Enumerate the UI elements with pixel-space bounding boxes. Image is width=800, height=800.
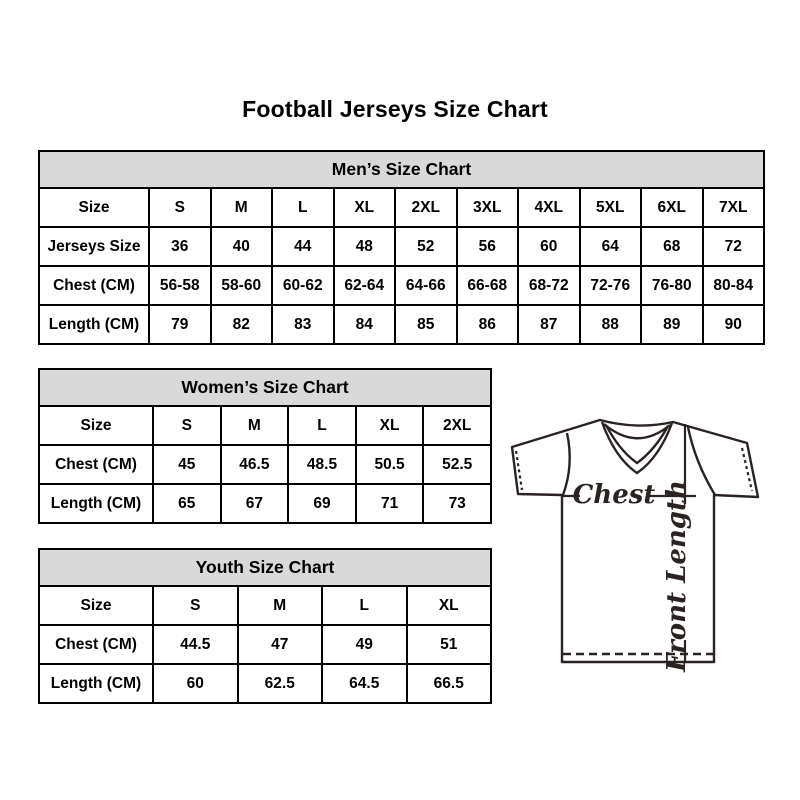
front-length-label: Front Length <box>662 480 692 672</box>
youth-size-chart-table <box>38 548 492 704</box>
table-header-row <box>39 369 491 406</box>
table-cell: 44.5 <box>153 625 238 664</box>
table-cell: 50.5 <box>356 445 424 484</box>
mens-size-chart-table <box>38 150 765 345</box>
womens-size-chart-table <box>38 368 492 524</box>
table-cell: 65 <box>153 484 221 523</box>
table-cell: 85 <box>395 305 457 344</box>
table-row <box>39 445 491 484</box>
table-row <box>39 586 491 625</box>
table-row <box>39 484 491 523</box>
table-cell: M <box>221 406 289 445</box>
table-cell: 47 <box>238 625 323 664</box>
table-cell: 2XL <box>395 188 457 227</box>
row-label: Size <box>39 586 153 625</box>
table-cell: 2XL <box>423 406 491 445</box>
table-cell: XL <box>334 188 396 227</box>
table-cell: 36 <box>149 227 211 266</box>
table-title: Men’s Size Chart <box>39 151 764 188</box>
table-cell: 5XL <box>580 188 642 227</box>
row-label: Chest (CM) <box>39 266 149 305</box>
row-label: Length (CM) <box>39 305 149 344</box>
table-cell: S <box>149 188 211 227</box>
table-cell: 87 <box>518 305 580 344</box>
row-label: Length (CM) <box>39 664 153 703</box>
table-title: Youth Size Chart <box>39 549 491 586</box>
table-cell: 4XL <box>518 188 580 227</box>
row-label: Jerseys Size <box>39 227 149 266</box>
table-cell: 89 <box>641 305 703 344</box>
table-cell: 84 <box>334 305 396 344</box>
table-cell: S <box>153 406 221 445</box>
row-label: Chest (CM) <box>39 625 153 664</box>
table-cell: L <box>288 406 356 445</box>
table-cell: 67 <box>221 484 289 523</box>
size-table <box>38 150 765 345</box>
table-row <box>39 266 764 305</box>
table-cell: 86 <box>457 305 519 344</box>
table-cell: XL <box>356 406 424 445</box>
table-cell: 73 <box>423 484 491 523</box>
table-cell: 44 <box>272 227 334 266</box>
table-cell: 46.5 <box>221 445 289 484</box>
table-title: Women’s Size Chart <box>39 369 491 406</box>
table-cell: 76-80 <box>641 266 703 305</box>
size-table <box>38 548 492 704</box>
table-cell: M <box>238 586 323 625</box>
table-cell: 6XL <box>641 188 703 227</box>
table-cell: 40 <box>211 227 273 266</box>
table-cell: 52 <box>395 227 457 266</box>
table-cell: 56 <box>457 227 519 266</box>
table-cell: 69 <box>288 484 356 523</box>
jersey-measurement-diagram <box>495 400 775 690</box>
table-row <box>39 406 491 445</box>
row-label: Size <box>39 406 153 445</box>
table-cell: M <box>211 188 273 227</box>
size-table <box>38 368 492 524</box>
table-cell: 64.5 <box>322 664 407 703</box>
table-cell: 7XL <box>703 188 765 227</box>
table-cell: 66.5 <box>407 664 492 703</box>
table-cell: 62.5 <box>238 664 323 703</box>
table-cell: XL <box>407 586 492 625</box>
table-cell: 72-76 <box>580 266 642 305</box>
table-cell: 62-64 <box>334 266 396 305</box>
table-cell: 60-62 <box>272 266 334 305</box>
table-header-row <box>39 549 491 586</box>
table-cell: 88 <box>580 305 642 344</box>
table-cell: 79 <box>149 305 211 344</box>
table-cell: 60 <box>153 664 238 703</box>
table-cell: 83 <box>272 305 334 344</box>
table-row <box>39 664 491 703</box>
table-cell: 68-72 <box>518 266 580 305</box>
page-title: Football Jerseys Size Chart <box>242 96 548 122</box>
table-cell: L <box>272 188 334 227</box>
table-row <box>39 625 491 664</box>
table-cell: 71 <box>356 484 424 523</box>
table-cell: 64 <box>580 227 642 266</box>
table-cell: 49 <box>322 625 407 664</box>
table-cell: 3XL <box>457 188 519 227</box>
table-row <box>39 227 764 266</box>
table-cell: 48.5 <box>288 445 356 484</box>
table-cell: 82 <box>211 305 273 344</box>
table-cell: 72 <box>703 227 765 266</box>
table-cell: S <box>153 586 238 625</box>
table-cell: 66-68 <box>457 266 519 305</box>
table-cell: 51 <box>407 625 492 664</box>
chest-label: Chest <box>572 480 656 510</box>
table-cell: L <box>322 586 407 625</box>
table-cell: 52.5 <box>423 445 491 484</box>
table-cell: 48 <box>334 227 396 266</box>
table-cell: 64-66 <box>395 266 457 305</box>
table-row <box>39 305 764 344</box>
table-cell: 68 <box>641 227 703 266</box>
table-cell: 80-84 <box>703 266 765 305</box>
table-cell: 90 <box>703 305 765 344</box>
jersey-outline-shape <box>512 420 758 662</box>
table-row <box>39 188 764 227</box>
jersey-diagram-svg <box>495 400 775 690</box>
table-cell: 58-60 <box>211 266 273 305</box>
table-header-row <box>39 151 764 188</box>
table-cell: 56-58 <box>149 266 211 305</box>
table-cell: 60 <box>518 227 580 266</box>
table-cell: 45 <box>153 445 221 484</box>
row-label: Length (CM) <box>39 484 153 523</box>
row-label: Size <box>39 188 149 227</box>
row-label: Chest (CM) <box>39 445 153 484</box>
